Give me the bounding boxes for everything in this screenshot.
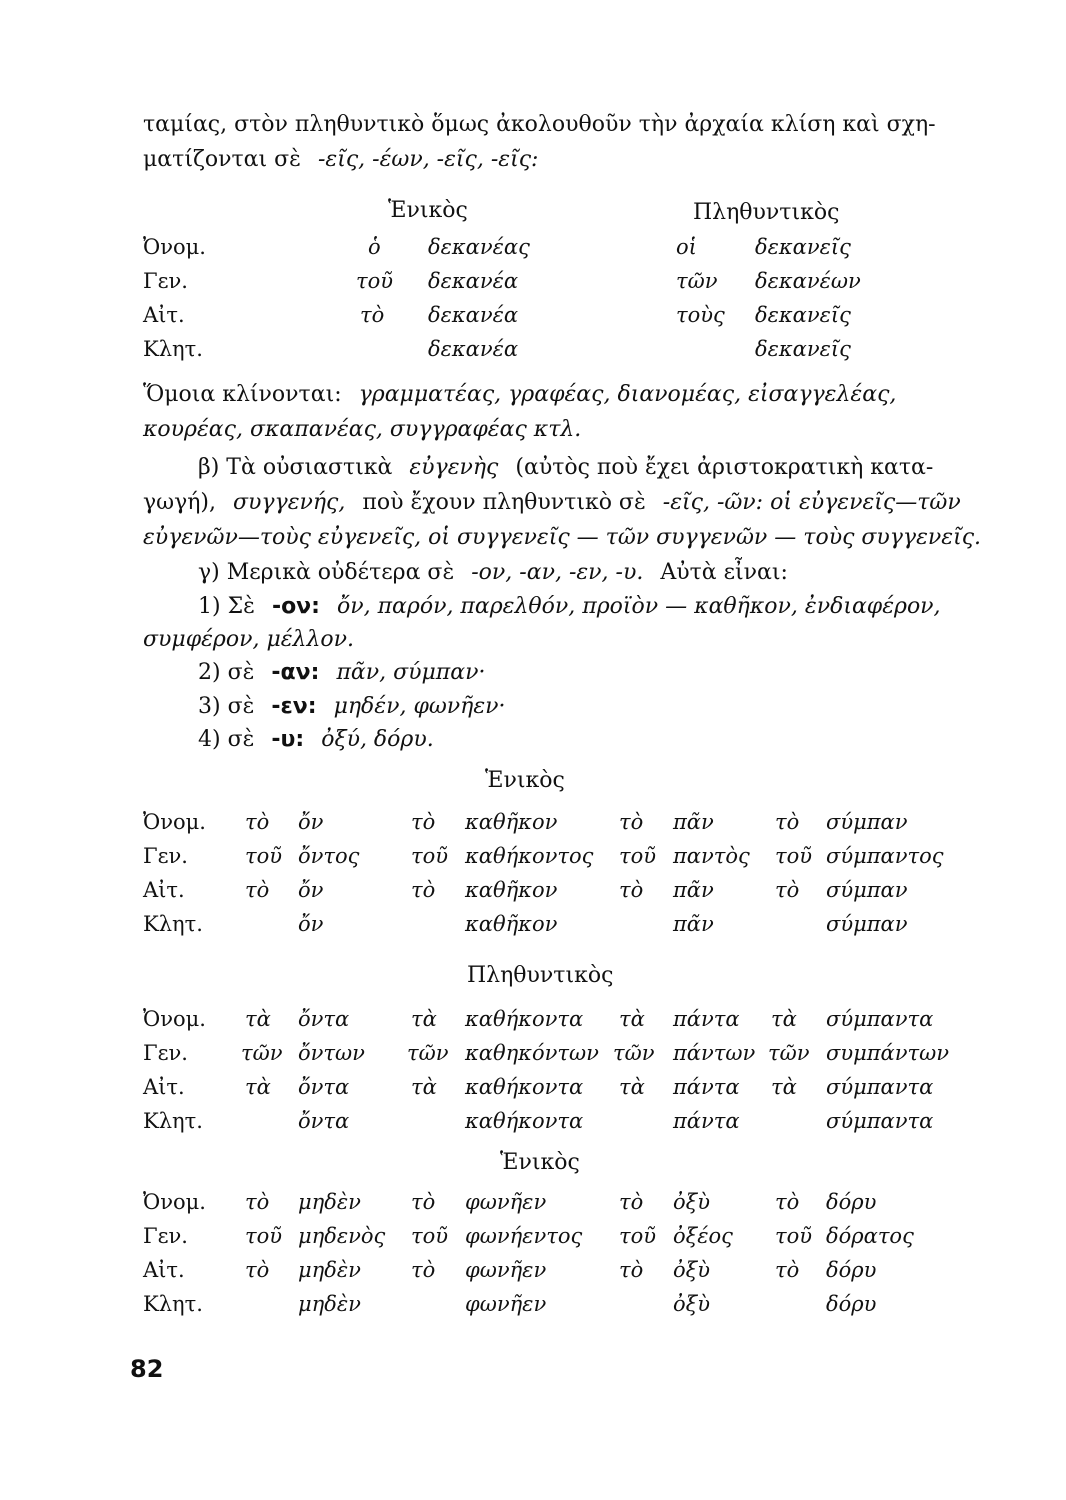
beta-text-rest: (αὐτὸς ποὺ ἔχει ἀριστοκρατικὴ κατα- xyxy=(515,455,934,480)
item-2 xyxy=(198,658,1028,688)
gamma-endings: -ον, -αν, -εν, -υ. xyxy=(471,560,644,585)
word: πᾶν xyxy=(673,878,714,902)
item-words: ὀξύ, δόρυ. xyxy=(321,727,434,752)
word: σύμπαντα xyxy=(826,1109,934,1133)
table-row xyxy=(143,1007,973,1041)
article: τὸ xyxy=(411,1190,436,1214)
word: δόρατος xyxy=(826,1224,914,1248)
item-3 xyxy=(198,692,1028,722)
beta-text: β) Τὰ οὐσιαστικὰ xyxy=(198,455,393,480)
table-row xyxy=(143,1190,973,1224)
intro-text-2: ματίζονται σὲ xyxy=(143,147,301,172)
word: σύμπαντα xyxy=(826,1075,934,1099)
word: δεκανέας xyxy=(428,235,530,259)
article: τὸ xyxy=(775,1258,800,1282)
case-label: Αἰτ. xyxy=(143,303,185,327)
table-row xyxy=(143,1041,973,1075)
item-words-cont: συμφέρον, μέλλον. xyxy=(143,627,355,652)
gamma-line xyxy=(198,558,1028,588)
beta-forms: -εῖς, -ῶν: οἱ εὐγενεῖς—τῶν xyxy=(662,490,961,515)
similar-words-2: κουρέας, σκαπανέας, συγγραφέας κτλ. xyxy=(143,417,582,442)
word: σύμπαντα xyxy=(826,1007,934,1031)
word: πάντα xyxy=(673,1109,740,1133)
article: τῶν xyxy=(768,1041,810,1065)
word: δεκανεῖς xyxy=(755,337,851,361)
beta-line-2 xyxy=(143,488,973,518)
article: τὸ xyxy=(245,1258,270,1282)
article: οἱ xyxy=(676,235,697,259)
table-row xyxy=(143,844,973,878)
word: ὀξὺ xyxy=(673,1190,710,1214)
article: τὰ xyxy=(619,1007,645,1031)
beta-text-mid: ποὺ ἔχουν πληθυντικὸ σὲ xyxy=(362,490,646,515)
article: τὸ xyxy=(411,1258,436,1282)
intro-line-2 xyxy=(143,145,973,175)
article: τὰ xyxy=(245,1075,271,1099)
table3-heading: Πληθυντικὸς xyxy=(467,963,614,988)
case-label: Κλητ. xyxy=(143,1109,203,1133)
item-number: 4) σὲ xyxy=(198,727,255,752)
similar-line-2 xyxy=(143,415,973,445)
table1-heading-singular: Ἑνικὸς xyxy=(388,198,468,223)
article: τὰ xyxy=(245,1007,271,1031)
article: τὸ xyxy=(775,1190,800,1214)
table-row xyxy=(143,1075,973,1109)
word: ὄντων xyxy=(298,1041,365,1065)
article: τὸ xyxy=(245,810,270,834)
case-label: Αἰτ. xyxy=(143,878,185,902)
word: πᾶν xyxy=(673,912,714,936)
article: τοῦ xyxy=(245,844,283,868)
item-ending: -εν: xyxy=(271,694,317,719)
word: δεκανέων xyxy=(755,269,861,293)
article: τὰ xyxy=(411,1075,437,1099)
word: ὀξὺ xyxy=(673,1292,710,1316)
table-row xyxy=(143,269,973,303)
word: καθήκοντα xyxy=(465,1109,584,1133)
similar-words: γραμματέας, γραφέας, διανομέας, εἰσαγγελέας, xyxy=(358,382,897,407)
word: δόρυ xyxy=(826,1258,877,1282)
word: μηδὲν xyxy=(298,1190,361,1214)
article: τοῦ xyxy=(619,1224,657,1248)
table4-heading: Ἑνικὸς xyxy=(500,1150,580,1175)
word: καθήκοντος xyxy=(465,844,594,868)
article: τοῦ xyxy=(619,844,657,868)
word: ὄν xyxy=(298,878,324,902)
word: ὄντα xyxy=(298,1007,350,1031)
intro-line-1 xyxy=(143,110,973,140)
article: τὸ xyxy=(411,878,436,902)
table2-heading: Ἑνικὸς xyxy=(485,768,565,793)
table1 xyxy=(143,235,973,371)
table-row xyxy=(143,878,973,912)
word: δεκανέα xyxy=(428,269,519,293)
table-row xyxy=(143,1292,973,1326)
beta-line-1 xyxy=(198,453,1028,483)
case-label: Κλητ. xyxy=(143,912,203,936)
table-row xyxy=(143,1224,973,1258)
table2 xyxy=(143,810,973,946)
beta-text-2: γωγή), xyxy=(143,490,216,515)
article: τὸ xyxy=(360,303,385,327)
article: τῶν xyxy=(613,1041,655,1065)
article: τὸ xyxy=(619,1258,644,1282)
word: φωνῆεν xyxy=(465,1258,547,1282)
article: τὸ xyxy=(411,810,436,834)
word: φωνῆεν xyxy=(465,1190,547,1214)
page-number: 82 xyxy=(130,1355,164,1383)
item-number: 2) σὲ xyxy=(198,660,255,685)
beta-word-2: συγγενής, xyxy=(233,490,346,515)
similar-label: Ὅμοια κλίνονται: xyxy=(143,382,342,407)
word: ὄντα xyxy=(298,1109,350,1133)
word: ὄντα xyxy=(298,1075,350,1099)
word: ὀξὺ xyxy=(673,1258,710,1282)
word: καθήκοντα xyxy=(465,1075,584,1099)
article: τὰ xyxy=(619,1075,645,1099)
word: σύμπαν xyxy=(826,912,908,936)
case-label: Γεν. xyxy=(143,269,188,293)
item-words: μηδέν, φωνῆεν· xyxy=(333,694,506,719)
table-row xyxy=(143,235,973,269)
case-label: Αἰτ. xyxy=(143,1075,185,1099)
word: σύμπαν xyxy=(826,878,908,902)
article: τοῦ xyxy=(775,844,813,868)
word: καθῆκον xyxy=(465,912,558,936)
table-row xyxy=(143,1109,973,1143)
case-label: Ὀνομ. xyxy=(143,235,206,259)
article: τὰ xyxy=(771,1007,797,1031)
article: τὸ xyxy=(619,810,644,834)
word: φωνήεντος xyxy=(465,1224,583,1248)
word: ὄν xyxy=(298,912,324,936)
case-label: Γεν. xyxy=(143,1041,188,1065)
word: ὄντος xyxy=(298,844,360,868)
beta-line-3 xyxy=(143,523,982,553)
intro-text: ταμίας, στὸν πληθυντικὸ ὅμως ἀκολουθοῦν τὴν ἀρχαία κλίση καὶ σχη- xyxy=(143,112,936,137)
gamma-suffix: Αὐτὰ εἶναι: xyxy=(660,560,788,585)
word: καθῆκον xyxy=(465,810,558,834)
word: καθήκοντα xyxy=(465,1007,584,1031)
article: τοῦ xyxy=(411,1224,449,1248)
item-number: 3) σὲ xyxy=(198,694,255,719)
article: τὸ xyxy=(245,878,270,902)
table4 xyxy=(143,1190,973,1326)
word: μηδὲν xyxy=(298,1258,361,1282)
case-label: Ὀνομ. xyxy=(143,810,206,834)
word: ὀξέος xyxy=(673,1224,733,1248)
item-words: πᾶν, σύμπαν· xyxy=(336,660,486,685)
word: συμπάντων xyxy=(826,1041,950,1065)
article: τὸ xyxy=(619,878,644,902)
item-number: 1) Σὲ xyxy=(198,594,255,619)
word: παντὸς xyxy=(673,844,750,868)
table-row xyxy=(143,912,973,946)
article: τὸ xyxy=(619,1190,644,1214)
word: δόρυ xyxy=(826,1190,877,1214)
table1-heading-plural: Πληθυντικὸς xyxy=(693,200,840,225)
item-1-continued xyxy=(143,625,973,655)
intro-endings: -εῖς, -έων, -εῖς, -εῖς: xyxy=(317,147,539,172)
item-ending: -αν: xyxy=(271,660,320,685)
table-row xyxy=(143,337,973,371)
table-row xyxy=(143,1258,973,1292)
word: δεκανεῖς xyxy=(755,303,851,327)
article: τῶν xyxy=(241,1041,283,1065)
article: τοὺς xyxy=(676,303,725,327)
word: δόρυ xyxy=(826,1292,877,1316)
article: τοῦ xyxy=(245,1224,283,1248)
article: τὸ xyxy=(245,1190,270,1214)
item-4 xyxy=(198,725,1028,755)
case-label: Γεν. xyxy=(143,844,188,868)
article: τὰ xyxy=(771,1075,797,1099)
word: πάντα xyxy=(673,1007,740,1031)
article: τοῦ xyxy=(356,269,394,293)
word: δεκανεῖς xyxy=(755,235,851,259)
case-label: Αἰτ. xyxy=(143,1258,185,1282)
word: μηδὲν xyxy=(298,1292,361,1316)
article: τῶν xyxy=(676,269,718,293)
similar-line-1 xyxy=(143,380,973,410)
word: πᾶν xyxy=(673,810,714,834)
case-label: Ὀνομ. xyxy=(143,1190,206,1214)
table-row xyxy=(143,810,973,844)
word: πάντα xyxy=(673,1075,740,1099)
article: τῶν xyxy=(407,1041,449,1065)
word: πάντων xyxy=(673,1041,756,1065)
word: δεκανέα xyxy=(428,303,519,327)
word: δεκανέα xyxy=(428,337,519,361)
word: σύμπαν xyxy=(826,810,908,834)
article: τὸ xyxy=(775,878,800,902)
article: τοῦ xyxy=(411,844,449,868)
table3 xyxy=(143,1007,973,1143)
word: καθῆκον xyxy=(465,878,558,902)
word: καθηκόντων xyxy=(465,1041,599,1065)
beta-word: εὐγενὴς xyxy=(409,455,499,480)
word: ὄν xyxy=(298,810,324,834)
word: μηδενὸς xyxy=(298,1224,386,1248)
case-label: Κλητ. xyxy=(143,337,203,361)
word: φωνῆεν xyxy=(465,1292,547,1316)
case-label: Κλητ. xyxy=(143,1292,203,1316)
item-words: ὄν, παρόν, παρελθόν, προϊὸν — καθῆκον, ἐνδιαφέρον, xyxy=(336,594,941,619)
item-ending: -υ: xyxy=(271,727,305,752)
article: ὁ xyxy=(368,235,381,259)
article: τοῦ xyxy=(775,1224,813,1248)
beta-forms-2: εὐγενῶν—τοὺς εὐγενεῖς, οἱ συγγενεῖς — τῶν συγγενῶν — τοὺς συγγενεῖς. xyxy=(143,525,982,550)
item-ending: -ον: xyxy=(271,594,320,619)
item-1 xyxy=(198,592,1028,622)
article: τὸ xyxy=(775,810,800,834)
gamma-text: γ) Μερικὰ οὐδέτερα σὲ xyxy=(198,560,455,585)
word: σύμπαντος xyxy=(826,844,944,868)
case-label: Γεν. xyxy=(143,1224,188,1248)
article: τὰ xyxy=(411,1007,437,1031)
case-label: Ὀνομ. xyxy=(143,1007,206,1031)
table-row xyxy=(143,303,973,337)
